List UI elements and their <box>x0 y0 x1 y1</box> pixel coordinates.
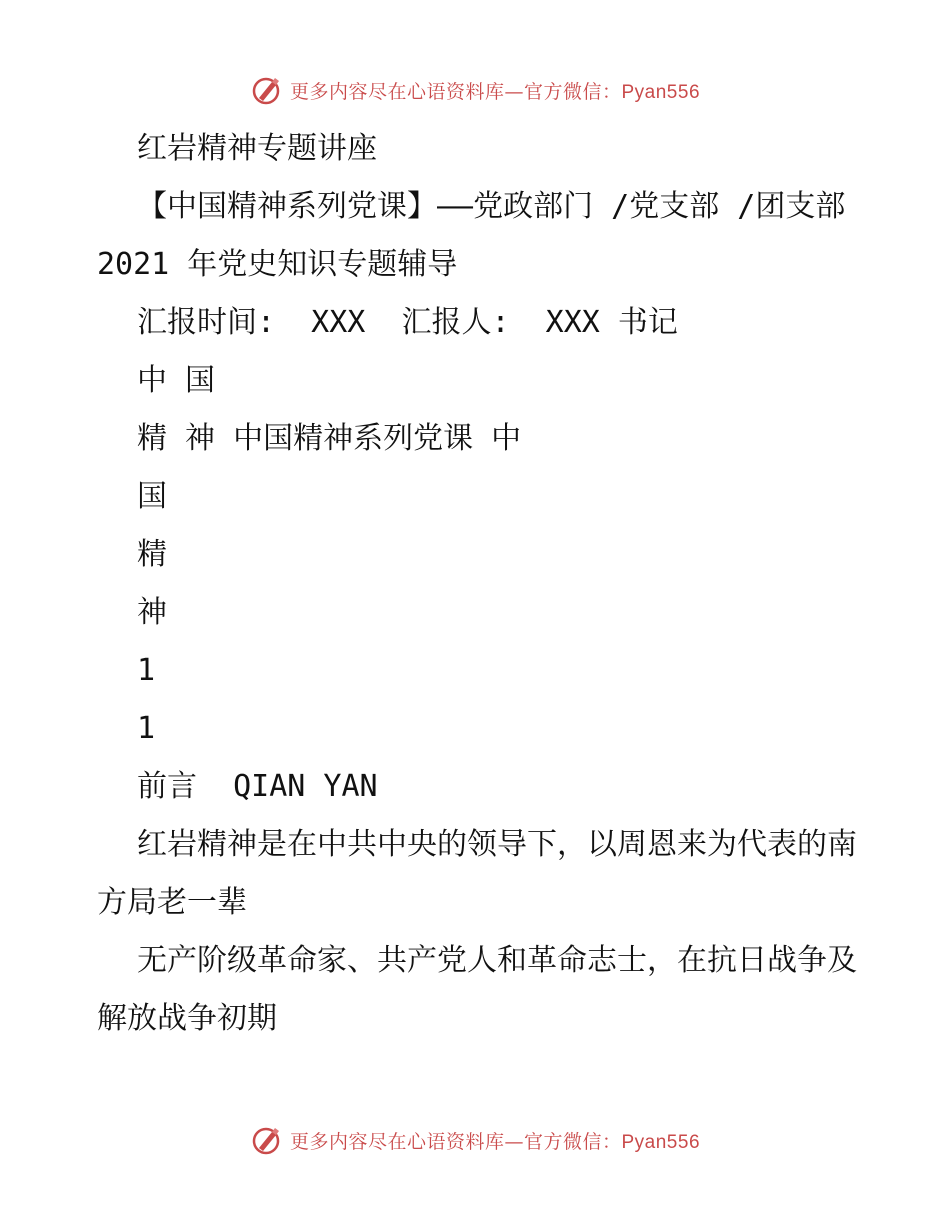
watermark-banner-bottom <box>0 1120 950 1160</box>
preface-heading: 前言 QIAN YAN <box>137 769 378 804</box>
line-guo: 国 <box>137 479 167 514</box>
watermark-text <box>290 77 700 104</box>
watermark-site: 更多内容尽在心语资料库 <box>289 1130 505 1153</box>
watermark-dash: — <box>504 80 524 103</box>
line-one-a: 1 <box>137 653 156 688</box>
line-one-b: 1 <box>137 711 156 746</box>
report-line: 汇报时间: XXX 汇报人: XXX 书记 <box>137 305 678 340</box>
line-jingshen-series: 精 神 中国精神系列党课 中 <box>137 421 522 456</box>
watermark-banner-top <box>0 70 950 110</box>
line-shen: 神 <box>137 595 167 630</box>
watermark-wechat-label: 官方微信： <box>523 1130 622 1153</box>
pen-logo-icon <box>250 1124 282 1156</box>
watermark-text <box>290 1127 700 1154</box>
watermark-wechat-label: 官方微信： <box>523 80 622 103</box>
body-paragraph-1: 红岩精神是在中共中央的领导下，以周恩来为代表的南方局老一辈 <box>97 827 857 920</box>
watermark-wechat-id: Pyan556 <box>621 81 701 103</box>
doc-subtitle: 【中国精神系列党课】——党政部门 /党支部 /团支部 2021 年党史知识专题辅导 <box>97 189 864 282</box>
line-zhongguo: 中 国 <box>137 363 216 398</box>
watermark-dash: — <box>504 1130 524 1153</box>
watermark-wechat-id: Pyan556 <box>621 1131 701 1153</box>
pen-logo-icon <box>250 74 282 106</box>
watermark-site: 更多内容尽在心语资料库 <box>289 80 505 103</box>
body-paragraph-2: 无产阶级革命家、共产党人和革命志士，在抗日战争及解放战争初期 <box>97 943 857 1036</box>
document-body <box>97 120 864 1048</box>
doc-title: 红岩精神专题讲座 <box>137 131 377 166</box>
line-jing: 精 <box>137 537 167 572</box>
